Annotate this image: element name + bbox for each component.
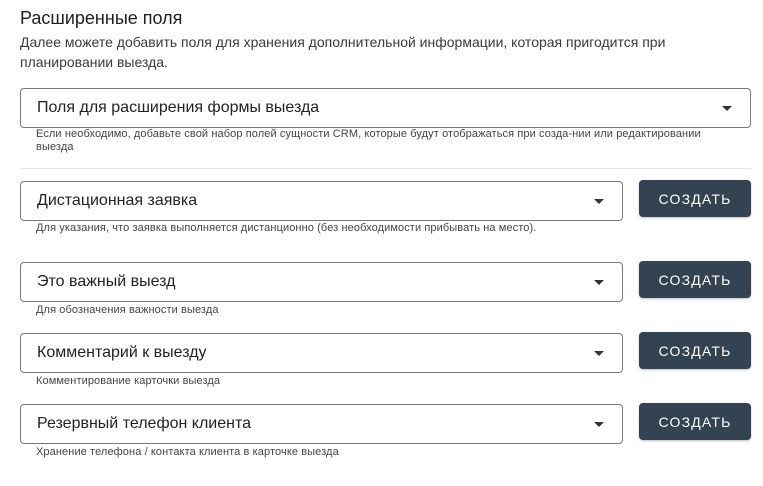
create-button-remote-request[interactable]: СОЗДАТЬ [639,180,751,217]
create-button-important-visit[interactable]: СОЗДАТЬ [639,261,751,298]
create-button-backup-phone[interactable]: СОЗДАТЬ [639,403,751,440]
field-select-remote-request[interactable] [20,181,623,221]
field-hint-backup-phone: Хранение телефона / контакта клиента в карточке выезда [36,446,339,458]
field-select-value: Дистационная заявка [37,192,198,209]
field-hint-visit-comment: Комментирование карточки выезда [36,375,221,387]
chevron-down-icon [722,106,732,111]
chevron-down-icon [594,422,604,427]
field-select-value: Комментарий к выезду [37,344,207,361]
section-title: Расширенные поля [20,8,183,28]
divider [20,168,751,169]
chevron-down-icon [594,199,604,204]
form-extension-fields-hint: Если необходимо, добавьте свой набор полей сущности CRM, которые будут отображаться при созда-нии или редактировании выезда [36,128,701,153]
field-select-value: Это важный выезд [37,273,176,290]
field-hint-important-visit: Для обозначения важности выезда [36,304,219,316]
chevron-down-icon [594,280,604,285]
form-extension-fields-select-value: Поля для расширения формы выезда [37,99,320,116]
field-select-backup-phone[interactable] [20,404,623,444]
field-select-visit-comment[interactable] [20,333,623,373]
chevron-down-icon [594,351,604,356]
form-extension-fields-select[interactable] [20,88,751,128]
section-description: Далее можете добавить поля для хранения дополнительной информации, которая пригодится при планировании выезда. [20,34,666,70]
field-hint-remote-request: Для указания, что заявка выполняется дистанционно (без необходимости прибывать на место). [36,222,537,234]
field-select-important-visit[interactable] [20,262,623,302]
create-button-visit-comment[interactable]: СОЗДАТЬ [639,332,751,369]
field-select-value: Резервный телефон клиента [37,415,252,432]
